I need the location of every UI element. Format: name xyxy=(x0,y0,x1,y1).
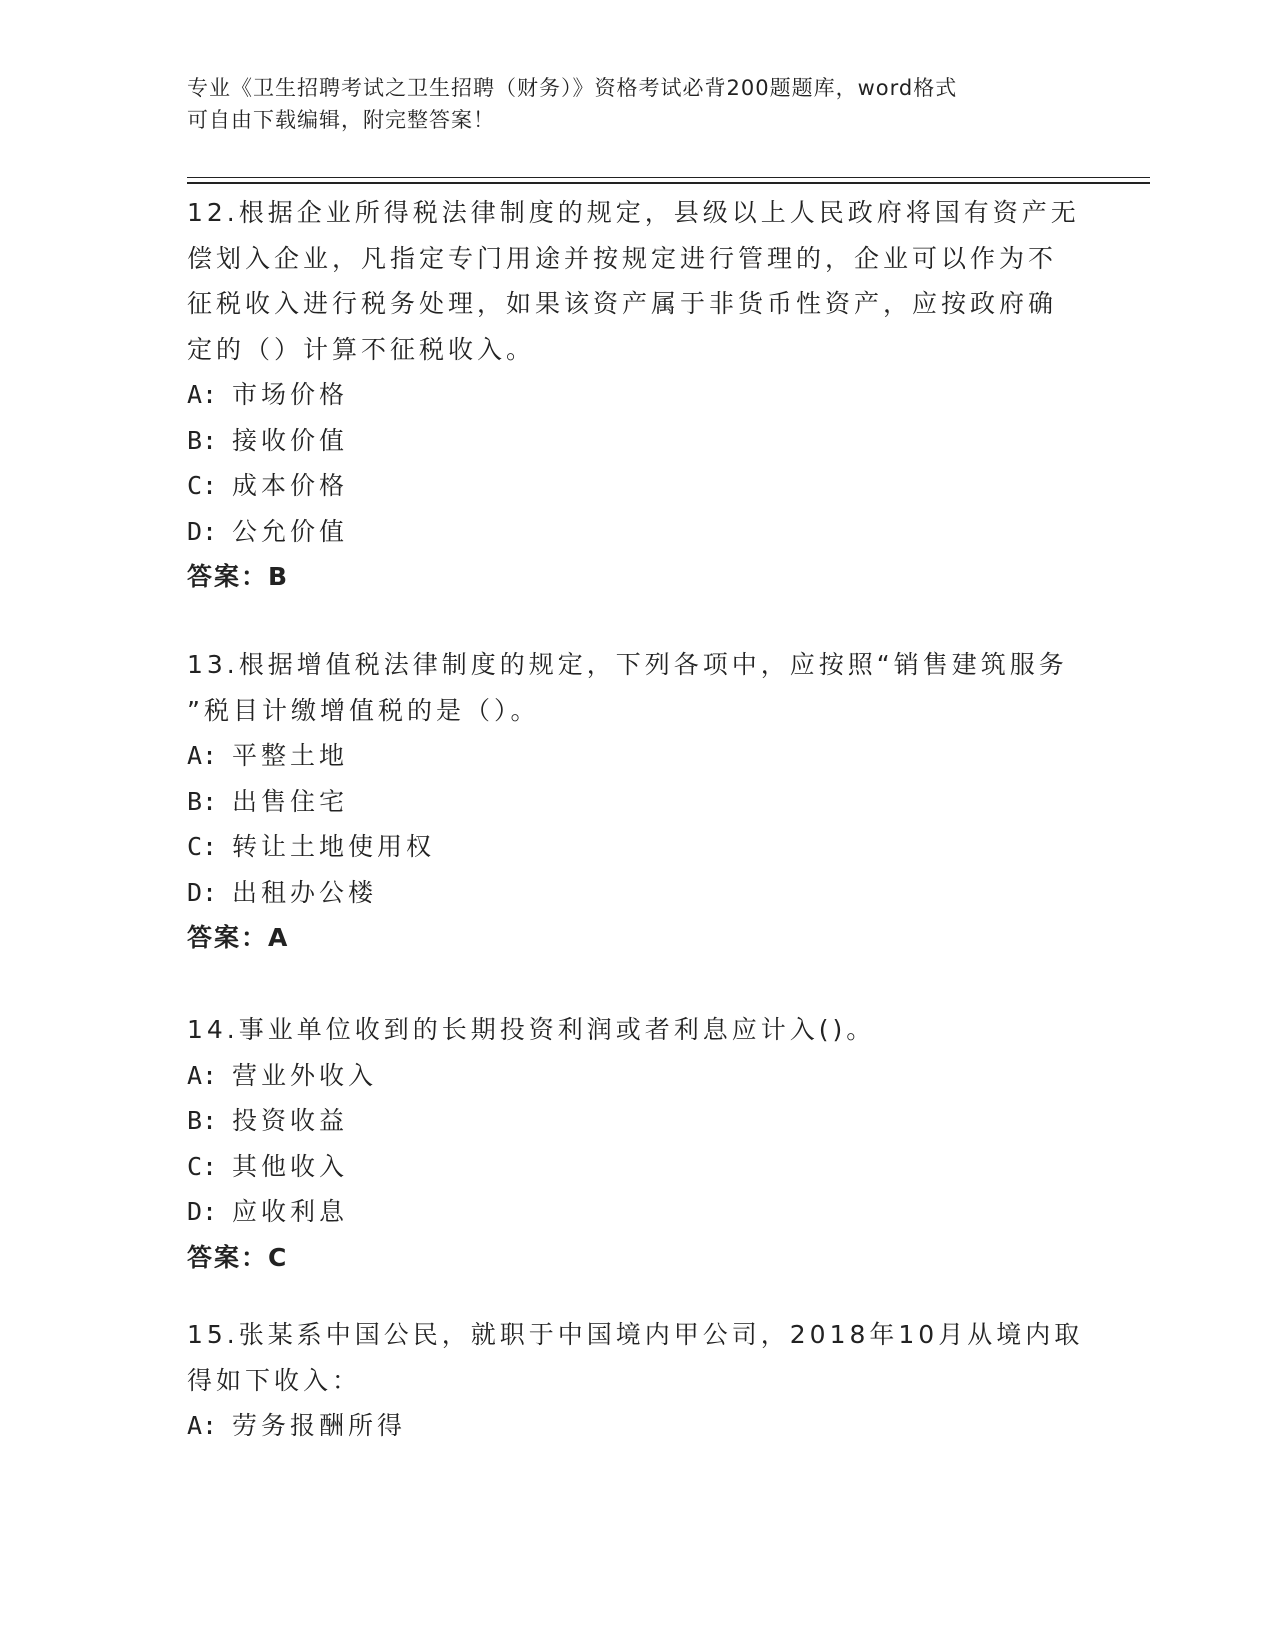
option-letter: C: xyxy=(187,832,218,861)
option-b xyxy=(187,418,1087,464)
answer-line: 答案：B xyxy=(187,562,290,591)
option-letter: D: xyxy=(187,877,218,907)
option-d xyxy=(187,509,1087,555)
option-d xyxy=(187,1189,1087,1235)
option-text: 出售住宅 xyxy=(232,786,349,816)
option-d xyxy=(187,870,1087,916)
option-letter: A: xyxy=(187,741,218,770)
question-12 xyxy=(187,190,1087,600)
option-text: 其他收入 xyxy=(232,1151,349,1181)
question-14 xyxy=(187,1007,1087,1280)
header-divider-thick xyxy=(187,182,1150,184)
option-c xyxy=(187,463,1087,509)
option-letter: A: xyxy=(187,1060,218,1090)
question-stem: 14.事业单位收到的长期投资利润或者利息应计入()。 xyxy=(187,1015,876,1044)
option-a xyxy=(187,372,1087,418)
option-a xyxy=(187,1053,1087,1099)
question-stem: 15.张某系中国公民，就职于中国境内甲公司，2018年10月从境内取 得如下收入： xyxy=(187,1320,1084,1395)
answer-line: 答案：C xyxy=(187,1242,289,1272)
header-title-line-2: 可自由下载编辑，附完整答案！ xyxy=(187,108,495,132)
option-letter: B: xyxy=(187,425,218,455)
option-text: 转让土地使用权 xyxy=(232,832,436,861)
option-text: 投资收益 xyxy=(232,1106,349,1135)
option-c xyxy=(187,1144,1087,1190)
document-header xyxy=(187,72,1067,136)
question-stem: 13.根据增值税法律制度的规定，下列各项中，应按照“销售建筑服务 ”税目计缴增值税的是（）。 xyxy=(187,650,1068,725)
option-text: 营业外收入 xyxy=(232,1060,378,1090)
option-text: 接收价值 xyxy=(232,425,349,455)
option-letter: D: xyxy=(187,1197,218,1226)
option-c xyxy=(187,824,1087,870)
option-text: 成本价格 xyxy=(232,471,349,500)
option-text: 出租办公楼 xyxy=(232,877,378,907)
question-15 xyxy=(187,1312,1087,1449)
option-text: 应收利息 xyxy=(232,1197,349,1226)
option-text: 劳务报酬所得 xyxy=(232,1411,407,1440)
option-b xyxy=(187,779,1087,825)
option-a xyxy=(187,733,1087,779)
option-letter: B: xyxy=(187,786,218,816)
answer-line: 答案：A xyxy=(187,923,290,952)
question-stem: 12.根据企业所得税法律制度的规定，县级以上人民政府将国有资产无 偿划入企业，凡指定专门用途并按规定进行管理的，企业可以作为不 征税收入进行税务处理，如果该资产属于非货币性资产，应按政府确 定的（）计算不征税收入。 xyxy=(187,198,1080,364)
question-13 xyxy=(187,642,1087,961)
option-text: 平整土地 xyxy=(232,741,349,770)
option-letter: A: xyxy=(187,1411,218,1440)
option-a xyxy=(187,1403,1087,1449)
option-letter: C: xyxy=(187,1151,218,1181)
option-text: 市场价格 xyxy=(232,380,349,409)
option-letter: D: xyxy=(187,516,218,546)
option-letter: B: xyxy=(187,1106,218,1135)
option-text: 公允价值 xyxy=(232,516,349,546)
option-letter: A: xyxy=(187,380,218,409)
header-divider-thin xyxy=(187,177,1150,178)
option-letter: C: xyxy=(187,471,218,500)
header-title-line-1: 专业《卫生招聘考试之卫生招聘（财务）》资格考试必背200题题库，word格式 xyxy=(187,76,958,100)
option-b xyxy=(187,1098,1087,1144)
